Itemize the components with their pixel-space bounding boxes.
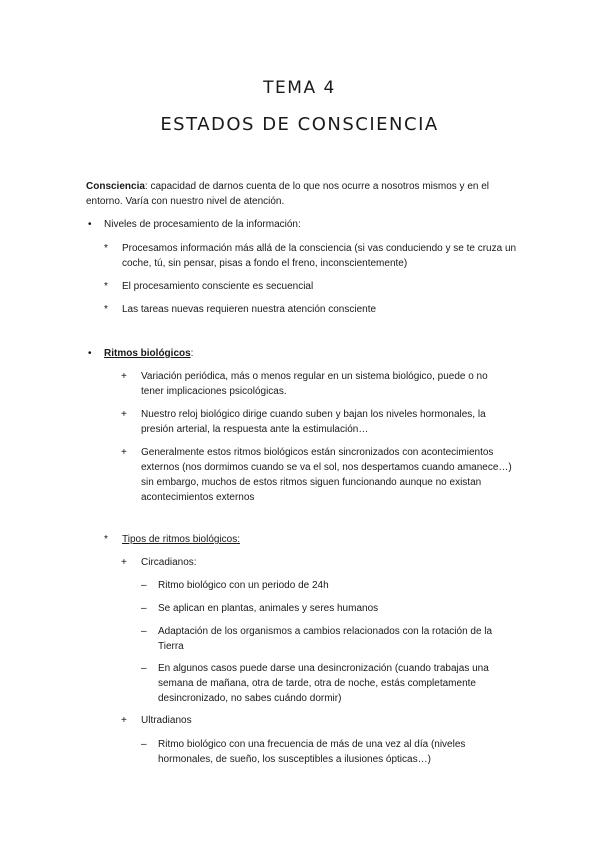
intro-line-2: entorno. Varía con nuestro nivel de atención.: [86, 196, 285, 207]
ultradian-heading: Ultradianos: [141, 715, 192, 726]
bullet-star-icon: *: [104, 534, 108, 545]
section1-item3: Las tareas nuevas requieren nuestra atención consciente: [122, 304, 377, 315]
bullet-dot-icon: •: [88, 348, 92, 359]
bullet-star-icon: *: [104, 243, 108, 254]
ultradian-item1-line1: Ritmo biológico con una frecuencia de más de una vez al día (niveles: [158, 739, 466, 750]
bullet-plus-icon: +: [121, 715, 127, 726]
section2-p3-line2: externos (nos dormimos cuando se va el sol, nos despertamos cuando amanece…): [141, 462, 512, 473]
bullet-dash-icon: –: [141, 580, 147, 591]
section2-p1-line2: tener implicaciones psicológicas.: [141, 386, 287, 397]
section2-p2-line1: Nuestro reloj biológico dirige cuando suben y bajan los niveles hormonales, la: [141, 409, 486, 420]
section1-heading: Niveles de procesamiento de la información:: [104, 219, 301, 230]
document-subtitle: ESTADOS DE CONSCIENCIA: [160, 114, 439, 135]
bullet-dash-icon: –: [141, 739, 147, 750]
section1-item1-line2: coche, tú, sin pensar, pisas a fondo el freno, inconscientemente): [122, 258, 408, 269]
bullet-star-icon: *: [104, 304, 108, 315]
circadian-item4-line1: En algunos casos puede darse una desincronización (cuando trabajas una: [158, 663, 489, 674]
circadian-item4-line3: desincronizado, no sabes cuándo dormir): [158, 693, 342, 704]
section2-heading-line: [104, 346, 193, 362]
section2-p3-line1: Generalmente estos ritmos biológicos están sincronizados con acontecimientos: [141, 447, 494, 458]
section2-p2-line2: presión arterial, la respuesta ante la estimulación…: [141, 424, 369, 435]
bullet-plus-icon: +: [121, 409, 127, 420]
intro-term: Consciencia: [86, 181, 145, 192]
bullet-dash-icon: –: [141, 603, 147, 614]
bullet-plus-icon: +: [121, 371, 127, 382]
bullet-dash-icon: –: [141, 663, 147, 674]
section2-heading-colon: :: [190, 348, 194, 359]
circadian-item1: Ritmo biológico con un periodo de 24h: [158, 580, 329, 591]
document-title: TEMA 4: [263, 78, 336, 98]
section1-item1-line1: Procesamos información más allá de la consciencia (si vas conduciendo y se te cruza un: [122, 243, 517, 254]
intro-definition: : capacidad de darnos cuenta de lo que nos ocurre a nosotros mismos y en el: [144, 181, 490, 192]
bullet-star-icon: *: [104, 281, 108, 292]
section2-p3-line3: sin embargo, muchos de estos ritmos siguen funcionando aunque no existan: [141, 477, 482, 488]
ultradian-item1-line2: hormonales, de sueño, los susceptibles a ilusiones ópticas…): [158, 754, 431, 765]
circadian-item3-line1: Adaptación de los organismos a cambios relacionados con la rotación de la: [158, 626, 493, 637]
bullet-dot-icon: •: [88, 219, 92, 230]
section2-p1-line1: Variación periódica, más o menos regular en un sistema biológico, puede o no: [141, 371, 488, 382]
circadian-item3-line2: Tierra: [158, 641, 184, 652]
bullet-plus-icon: +: [121, 557, 127, 568]
circadian-heading: Circadianos:: [141, 557, 197, 568]
section1-item2: El procesamiento consciente es secuencial: [122, 281, 314, 292]
types-heading: Tipos de ritmos biológicos:: [122, 534, 241, 545]
section2-p3-line4: acontecimientos externos: [141, 492, 255, 503]
bullet-plus-icon: +: [121, 447, 127, 458]
circadian-item4-line2: semana de mañana, otra de tarde, otra de noche, estás completamente: [158, 678, 476, 689]
circadian-item2: Se aplican en plantas, animales y seres humanos: [158, 603, 379, 614]
bullet-dash-icon: –: [141, 626, 147, 637]
intro-line-1: [86, 179, 489, 195]
section2-heading: Ritmos biológicos: [104, 348, 191, 359]
